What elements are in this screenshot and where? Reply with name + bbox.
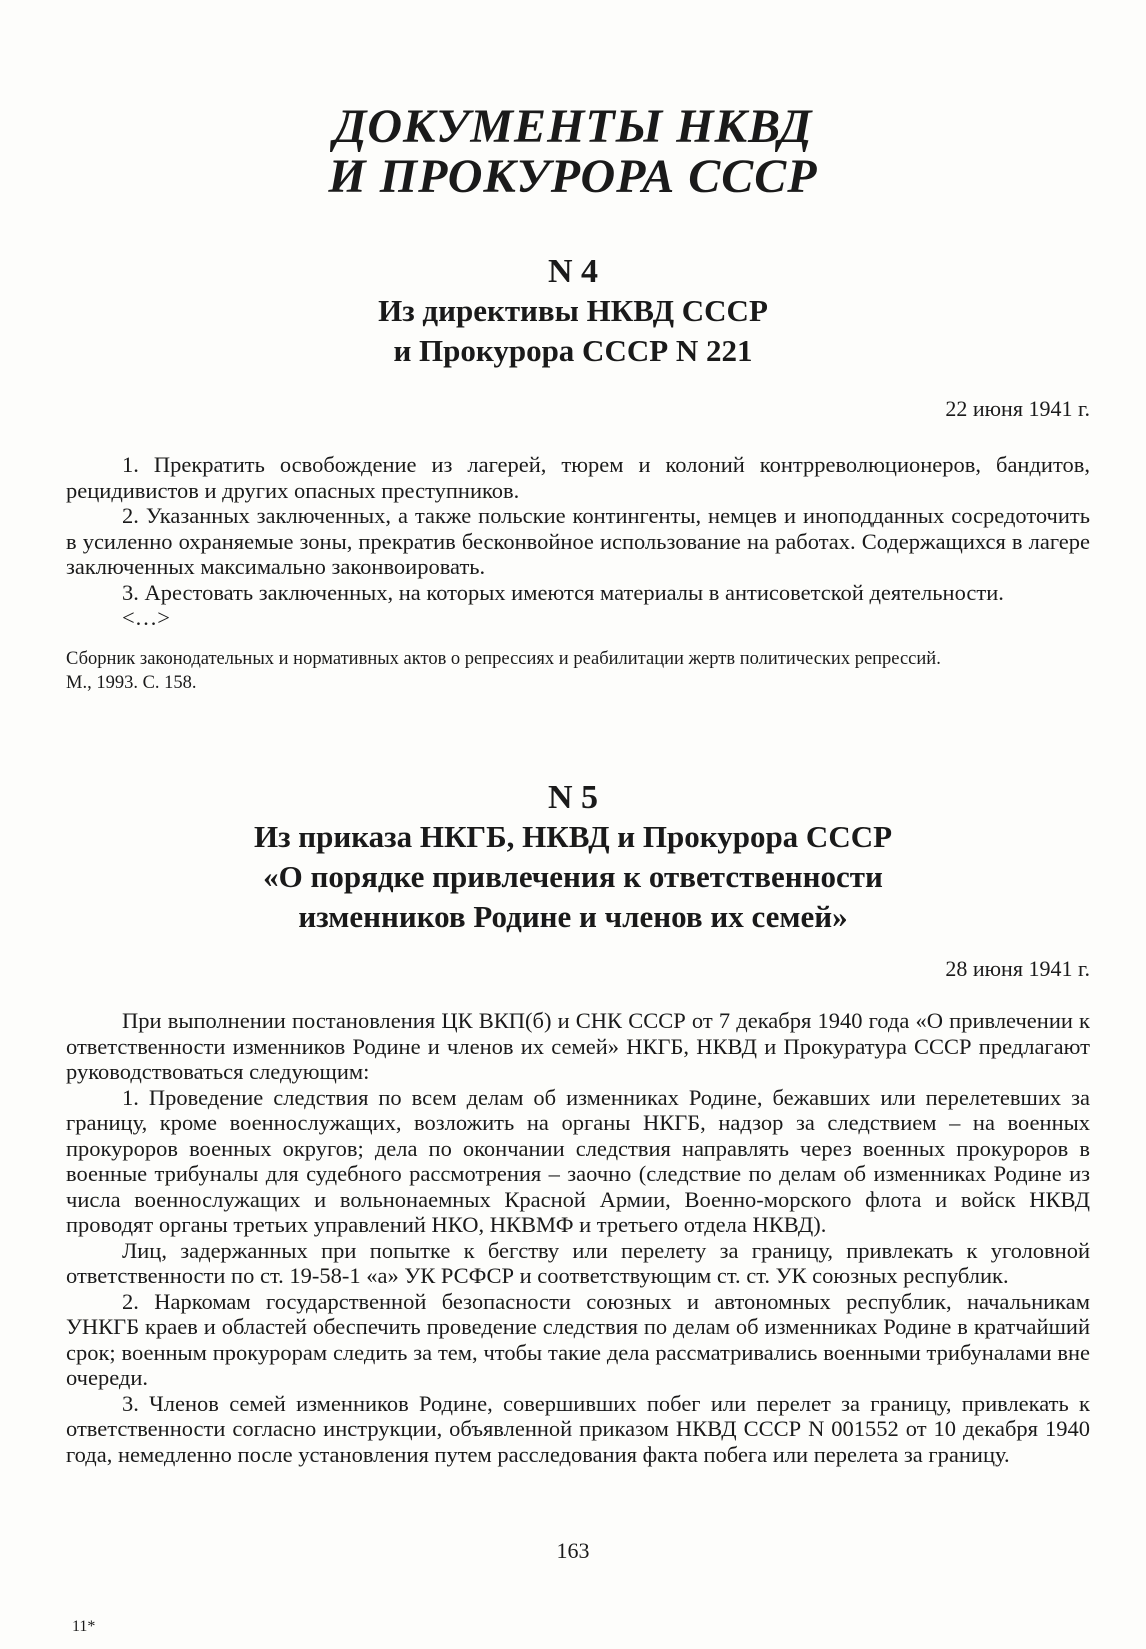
doc4-paragraph-2: 2. Указанных заключенных, а также польские контингенты, немцев и иноподданных сосредоточить в усиленно охраняемые зоны, прекратив бесконвойное использование на работах. Содержащихся в лагере заключенных максимально законвоировать.	[66, 503, 1090, 579]
doc5-number: N 5	[547, 779, 599, 816]
page-number: 163	[556, 1538, 590, 1563]
doc4-date: 22 июня 1941 г.	[945, 396, 1090, 421]
section-heading-line1: ДОКУМЕНТЫ НКВД	[333, 100, 813, 153]
doc5-paragraph-4: 2. Наркомам государственной безопасности союзных и автономных республик, начальникам УНКГБ краев и областей обеспечить проведение следствия по делам об изменниках Родине в кратчайший срок; военным прокурорам следить за тем, чтобы такие дела рассматривались военными трибуналами вне очереди.	[66, 1288, 1090, 1390]
doc4-ellipsis: <…>	[122, 605, 170, 630]
doc5-paragraph-2: 1. Проведение следствия по всем делам об изменниках Родине, бежавших или перелетевших за границу, кроме военнослужащих, возложить на органы НКГБ, надзор за следствием – на военных прокуроров военных округов; дела по окончании следствия направлять через военных прокуроров в военные трибуналы для судебного рассмотрения – заочно (следствие по делам об изменниках Родине из числа военнослужащих и вольнонаемных Красной Армии, Военно-морского флота и войск НКВД проводят органы третьих управлений НКО, НКВМФ и третьего отдела НКВД).	[66, 1084, 1090, 1237]
doc4-title-line2: и Прокурора СССР N 221	[393, 333, 753, 368]
doc5-paragraph-3: Лиц, задержанных при попытке к бегству или перелету за границу, привлекать к уголовной ответственности по ст. 19-58-1 «а» УК РСФСР и соответствующим ст. ст. УК союзных республик.	[66, 1237, 1090, 1288]
doc4-source	[66, 647, 1090, 695]
doc5-title-line1: Из приказа НКГБ, НКВД и Прокурора СССР	[253, 819, 893, 854]
doc5-paragraph-1: При выполнении постановления ЦК ВКП(б) и СНК СССР от 7 декабря 1940 года «О привлечении к ответственности изменников Родине и членов их семей» НКГБ, НКВД и Прокуратура СССР предлагают руководствоваться следующим:	[66, 1008, 1090, 1084]
doc5-title-line3: изменников Родине и членов их семей»	[298, 899, 848, 934]
doc5-date: 28 июня 1941 г.	[945, 956, 1090, 981]
doc5-paragraph-5: 3. Членов семей изменников Родине, совершивших побег или перелет за границу, привлекать к ответственности согласно инструкции, объявленной приказом НКВД СССР N 001552 от 10 декабря 1940 года, немедленно после установления путем расследования факта побега или перелета за границу.	[66, 1390, 1090, 1467]
doc4-source-line1: Сборник законодательных и нормативных актов о репрессиях и реабилитации жертв политических репрессий.	[66, 649, 941, 669]
doc5-title-line2: «О порядке привлечения к ответственности	[263, 859, 883, 894]
signature-mark: 11*	[72, 1618, 96, 1635]
doc4-body	[66, 452, 1090, 631]
section-heading-line2: И ПРОКУРОРА СССР	[328, 150, 818, 203]
doc4-number: N 4	[547, 253, 599, 290]
doc4-source-line2: М., 1993. С. 158.	[66, 673, 197, 693]
doc4-paragraph-3: 3. Арестовать заключенных, на которых имеются материалы в антисоветской деятельности.	[122, 579, 1004, 605]
doc4-title-line1: Из директивы НКВД СССР	[378, 293, 768, 328]
doc4-paragraph-1: 1. Прекратить освобождение из лагерей, тюрем и колоний контрреволюционеров, бандитов, рецидивистов и других опасных преступников.	[66, 452, 1090, 503]
doc5-body	[66, 1008, 1090, 1467]
